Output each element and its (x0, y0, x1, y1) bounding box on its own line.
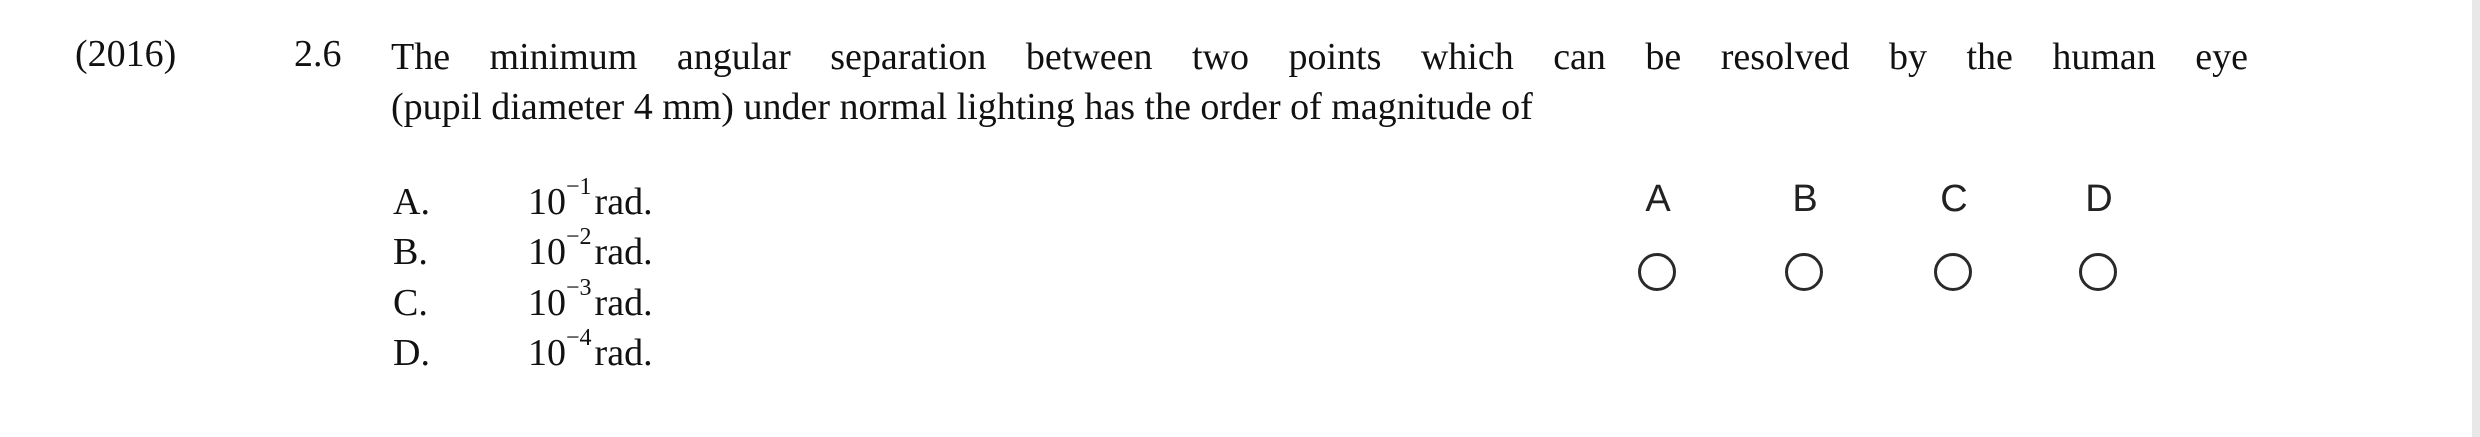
option-d-letter: D. (393, 332, 430, 374)
answer-bubble-a[interactable] (1638, 253, 1676, 291)
option-c-text (528, 275, 653, 325)
option-a-letter: A. (393, 181, 430, 223)
option-b-unit: rad. (594, 231, 653, 273)
bubble-label-d: D (2085, 178, 2113, 220)
bubble-label-a: A (1645, 178, 1671, 220)
question-stem-line-2: (pupil diameter 4 mm) under normal lighting has the order of magnitude of (391, 86, 1533, 128)
question-stem (391, 32, 2248, 132)
bubble-label-b: B (1792, 178, 1818, 220)
option-a-exponent: −1 (566, 174, 592, 200)
option-c-base: 10 (528, 282, 566, 324)
option-b-exponent: −2 (566, 224, 592, 250)
option-c-exponent: −3 (566, 275, 592, 301)
option-c-unit: rad. (594, 282, 653, 324)
option-d-unit: rad. (594, 332, 653, 374)
option-b-letter: B. (393, 231, 428, 273)
option-a-base: 10 (528, 181, 566, 223)
exam-year: (2016) (75, 33, 177, 75)
answer-bubble-d[interactable] (2079, 253, 2117, 291)
option-d-exponent: −4 (566, 325, 592, 351)
option-c-letter: C. (393, 282, 428, 324)
scan-edge (2472, 0, 2480, 437)
option-d-base: 10 (528, 332, 566, 374)
answer-bubble-c[interactable] (1934, 253, 1972, 291)
answer-bubble-b[interactable] (1785, 253, 1823, 291)
option-a-text (528, 174, 653, 224)
option-d-text (528, 325, 653, 375)
question-number: 2.6 (294, 33, 342, 75)
option-b-text (528, 224, 653, 274)
question-stem-line-1: The minimum angular separation between two points which can be resolved by the human eye (391, 36, 2248, 78)
option-b-base: 10 (528, 231, 566, 273)
bubble-label-c: C (1940, 178, 1968, 220)
option-a-unit: rad. (594, 181, 653, 223)
